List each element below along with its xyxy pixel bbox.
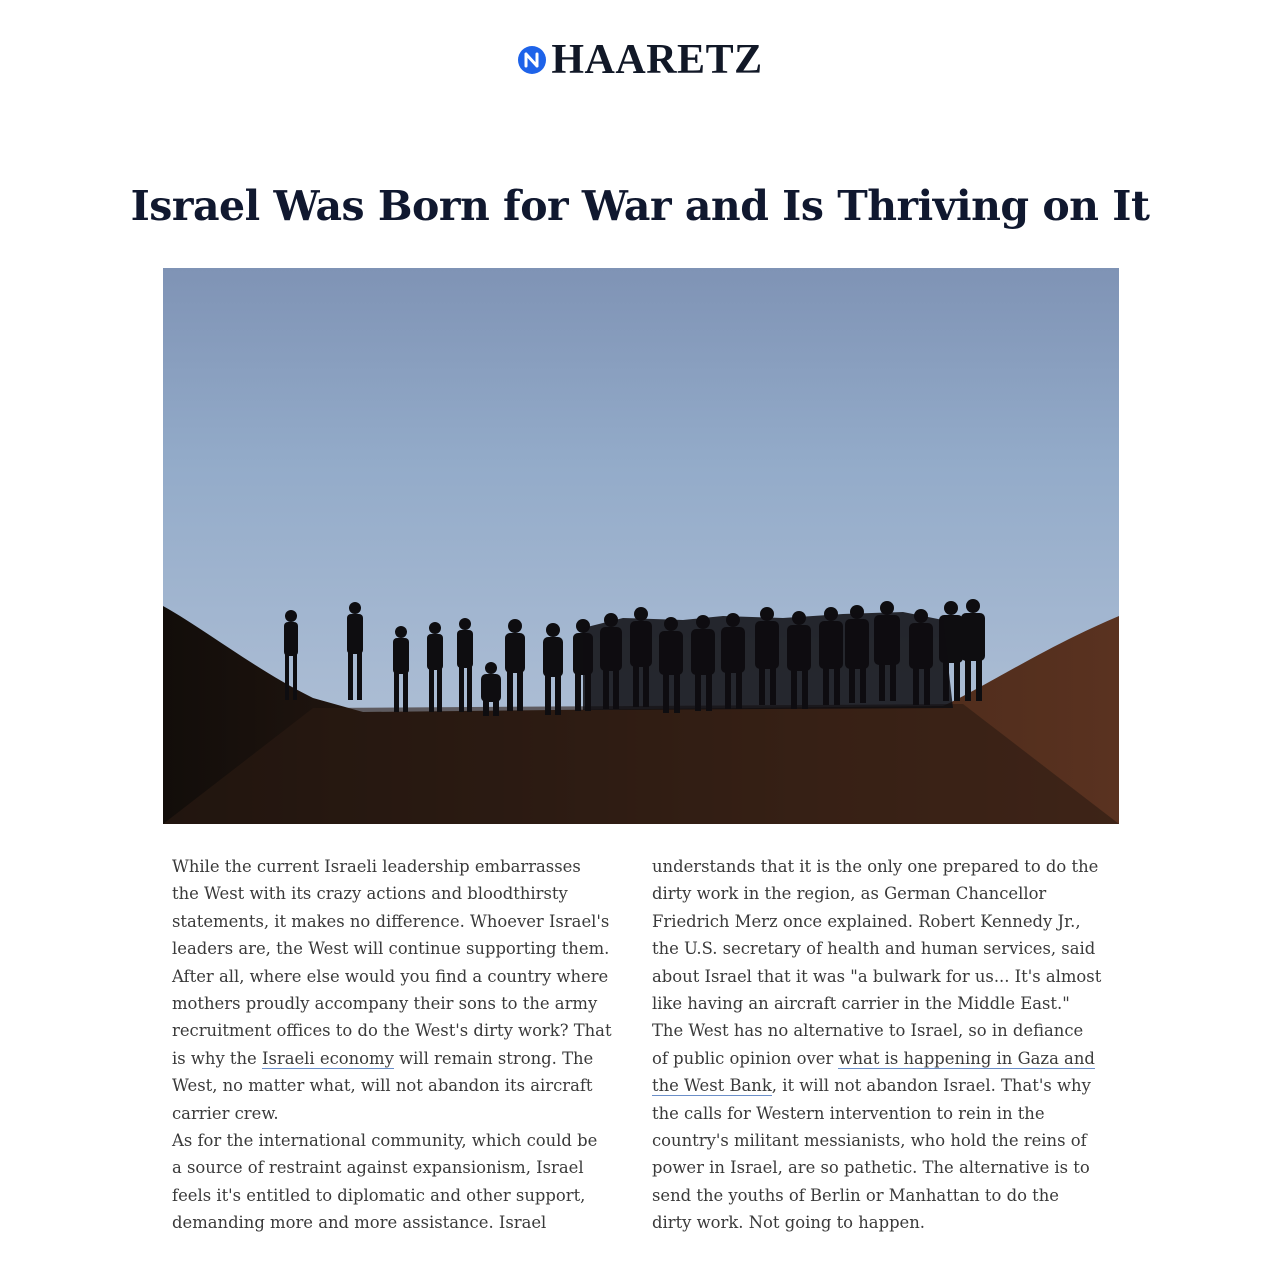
hero-image <box>163 268 1119 824</box>
paragraph <box>652 853 1102 1237</box>
article-column-right <box>652 853 1102 1237</box>
link-israeli-economy[interactable]: Israeli economy <box>261 1048 394 1068</box>
link-gaza-west-bank[interactable]: what is happening in Gaza and the West Bank <box>652 1048 1095 1096</box>
paragraph: As for the international community, which could be a source of restraint against expansionism, Israel feels it's entitled to diplomatic and other support, demanding more and more assistance. Israel <box>172 1131 598 1233</box>
paragraph-text: will remain strong. The West, no matter what, will not abandon its aircraft carrier crew. <box>172 1048 594 1123</box>
article-column-left <box>172 853 612 1237</box>
paragraph <box>172 853 612 1127</box>
masthead <box>0 38 1280 82</box>
paragraph-text: , it will not abandon Israel. That's why the calls for Western intervention to rein in the country's militant messianists, who hold the reins of power in Israel, are so pathetic. The alternative is to send the youths of Berlin or Manhattan to do the dirty work. Not going to happen. <box>652 1076 1091 1233</box>
paragraph-text: While the current Israeli leadership embarrasses the West with its crazy actions and bloodthirsty statements, it makes no difference. Whoever Israel's leaders are, the West will continue supporting them. After all, where else would you find a country where mothers proudly accompany their sons to the army recruitment offices to do the West's dirty work? That is why the <box>172 857 612 1068</box>
article-headline: Israel Was Born for War and Is Thriving on It <box>130 182 1150 230</box>
brand-wordmark[interactable]: HAARETZ <box>551 37 763 83</box>
paragraph-text: understands that it is the only one prepared to do the dirty work in the region, as German Chancellor Friedrich Merz once explained. Robert Kennedy Jr., the U.S. secretary of health and human services, said about Israel that it was "a bulwark for us... It's almost like having an aircraft carrier in the Middle East." The West has no alternative to Israel, so in defiance of public opinion over <box>652 857 1102 1068</box>
haaretz-logo-icon[interactable] <box>517 45 547 75</box>
soldiers-silhouette-photo <box>163 268 1119 824</box>
